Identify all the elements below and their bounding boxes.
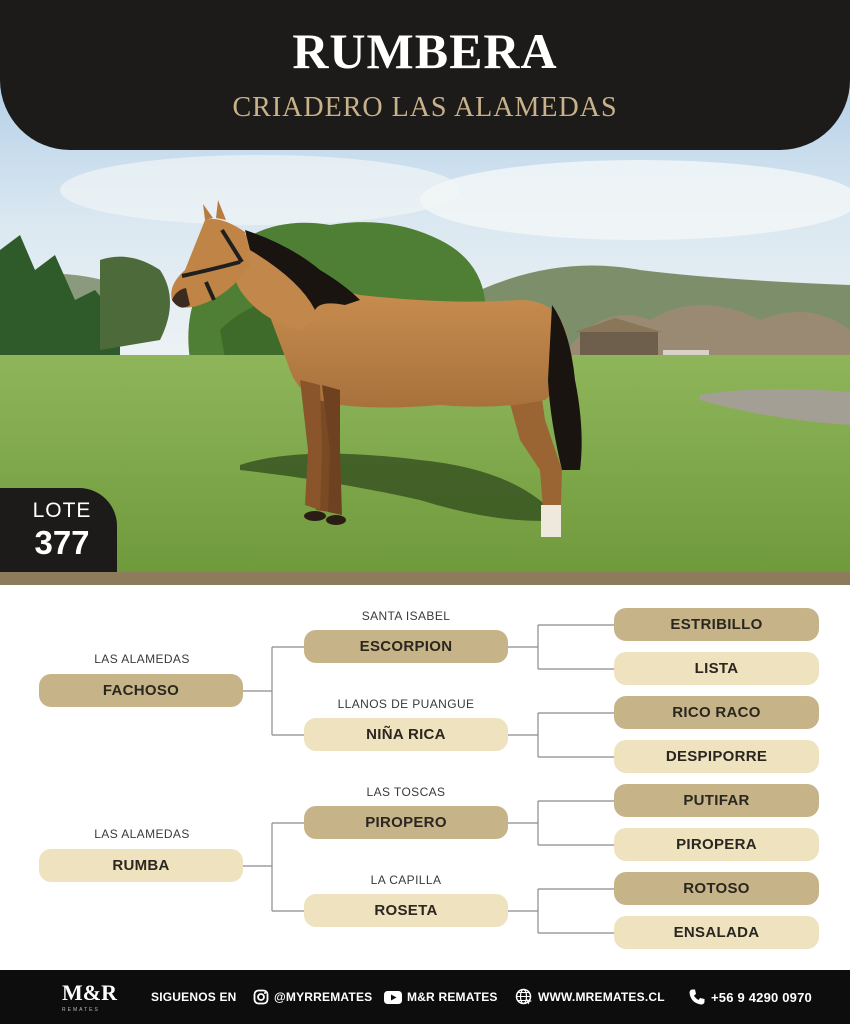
sire-sire-box: ESCORPION bbox=[304, 630, 508, 663]
instagram-handle: @MYRREMATES bbox=[274, 990, 373, 1004]
brand-logo bbox=[62, 980, 118, 1018]
dam-dam-breeder: LA CAPILLA bbox=[370, 873, 442, 887]
great-grandparent-box: ESTRIBILLO bbox=[614, 608, 819, 641]
sire-breeder: LAS ALAMEDAS bbox=[94, 652, 190, 666]
dam-sire-breeder: LAS TOSCAS bbox=[366, 785, 446, 799]
accent-bar bbox=[0, 572, 850, 585]
sire-dam-breeder: LLANOS DE PUANGUE bbox=[337, 697, 475, 711]
great-grandparent-box: ROTOSO bbox=[614, 872, 819, 905]
dam-dam-box: ROSETA bbox=[304, 894, 508, 927]
great-grandparent-box: PIROPERA bbox=[614, 828, 819, 861]
breeder-name: CRIADERO LAS ALAMEDAS bbox=[232, 92, 618, 123]
great-grandparent-box: DESPIPORRE bbox=[614, 740, 819, 773]
dam-breeder: LAS ALAMEDAS bbox=[94, 827, 190, 841]
follow-label: SIGUENOS EN bbox=[151, 990, 237, 1004]
lot-number: 377 bbox=[34, 524, 90, 561]
horse-name: RUMBERA bbox=[292, 23, 558, 79]
great-grandparent-box: PUTIFAR bbox=[614, 784, 819, 817]
phone-link[interactable] bbox=[688, 970, 812, 1024]
footer bbox=[0, 970, 850, 1024]
phone-number: +56 9 4290 0970 bbox=[711, 989, 812, 1005]
globe-icon bbox=[515, 988, 533, 1006]
dam-sire-box: PIROPERO bbox=[304, 806, 508, 839]
great-grandparent-box: LISTA bbox=[614, 652, 819, 685]
lot-label: LOTE bbox=[32, 499, 92, 522]
sire-sire-breeder: SANTA ISABEL bbox=[361, 609, 451, 623]
lot-badge bbox=[0, 488, 117, 572]
sire-dam-box: NIÑA RICA bbox=[304, 718, 508, 751]
great-grandparent-box: RICO RACO bbox=[614, 696, 819, 729]
header-banner bbox=[0, 0, 850, 150]
great-grandparent-box: ENSALADA bbox=[614, 916, 819, 949]
youtube-channel: M&R REMATES bbox=[407, 990, 498, 1004]
website-url: WWW.MREMATES.CL bbox=[538, 990, 665, 1004]
dam-box: RUMBA bbox=[39, 849, 243, 882]
pedigree-tree bbox=[0, 585, 850, 970]
instagram-icon bbox=[253, 989, 269, 1005]
youtube-link[interactable] bbox=[384, 970, 498, 1024]
sire-box: FACHOSO bbox=[39, 674, 243, 707]
youtube-icon bbox=[384, 991, 402, 1004]
instagram-link[interactable] bbox=[253, 970, 372, 1024]
logo-subtitle: REMATES bbox=[62, 1007, 100, 1013]
website-link[interactable] bbox=[515, 970, 665, 1024]
logo-mark: M&R bbox=[62, 980, 117, 1005]
phone-icon bbox=[688, 988, 706, 1006]
